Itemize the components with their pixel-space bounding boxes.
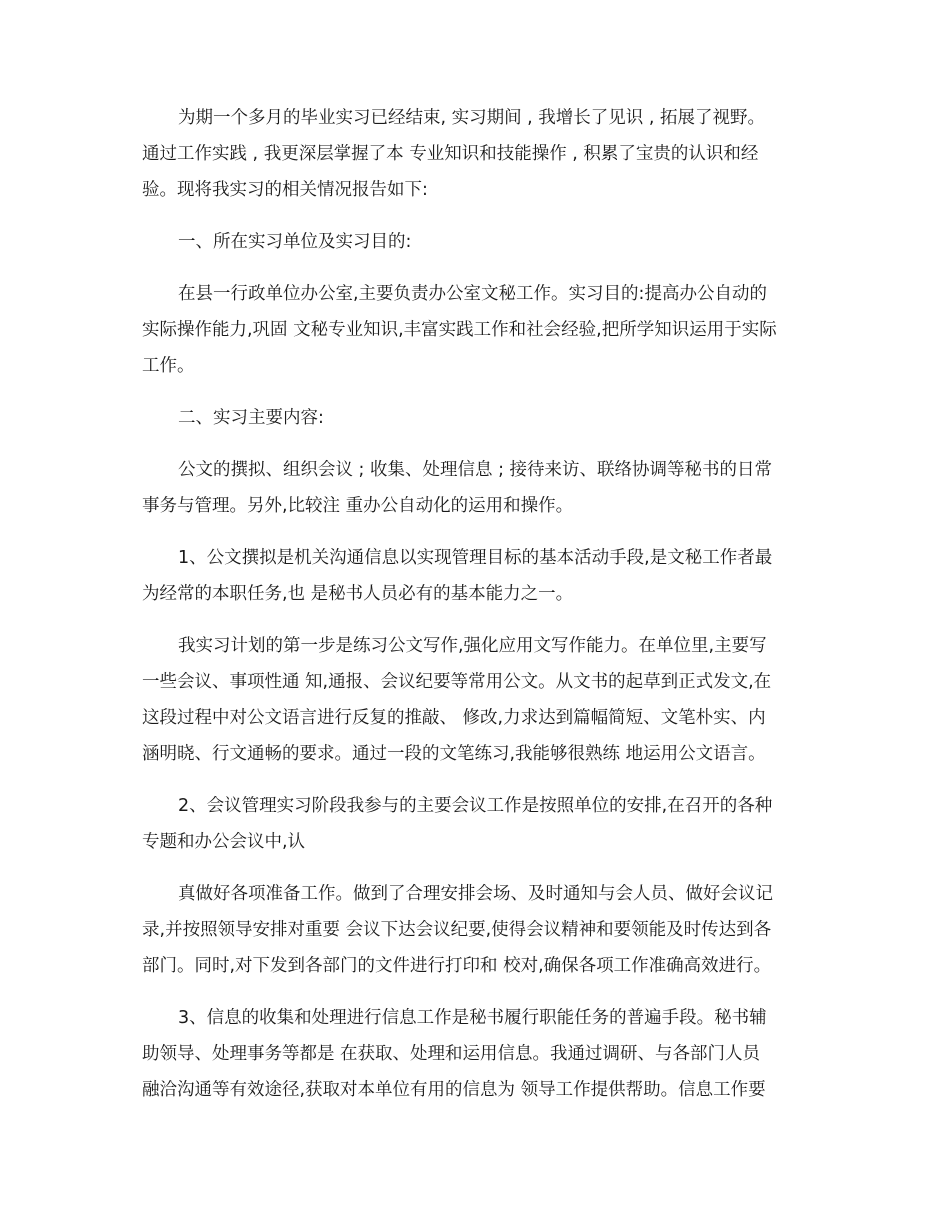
paragraph-item-3: [142, 1000, 814, 1108]
document-body: [142, 100, 814, 1124]
text-line: 录,并按照领导安排对重要 会议下达会议纪要,使得会议精神和要领能及时传达到各: [142, 920, 772, 940]
text-line: 助领导、处理事务等都是 在获取、处理和运用信息。我通过调研、与各部门人员: [142, 1044, 761, 1064]
text-line: 为经常的本职任务,也 是秘书人员必有的基本能力之一。: [142, 584, 574, 604]
paragraph-intro: [142, 100, 814, 208]
text-line: 验。现将我实习的相关情况报告如下:: [142, 180, 428, 200]
text-line: 事务与管理。另外,比较注 重办公自动化的运用和操作。: [142, 496, 574, 516]
paragraph-item-1: [142, 540, 814, 612]
paragraph-item-2: [142, 788, 814, 860]
paragraph-item-1-detail: [142, 628, 814, 772]
text-line: 融洽沟通等有效途径,获取对本单位有用的信息为 领导工作提供帮助。信息工作要: [142, 1080, 766, 1100]
text-line: 3、信息的收集和处理进行信息工作是秘书履行职能任务的普遍手段。秘书辅: [178, 1008, 767, 1028]
text-line: 工作。: [142, 356, 195, 376]
text-line: 部门。同时,对下发到各部门的文件进行打印和 校对,确保各项工作准确高效进行。: [142, 956, 772, 976]
paragraph-unit-purpose: [142, 276, 814, 384]
text-line: 专题和办公会议中,认: [142, 832, 306, 852]
text-line: 一、所在实习单位及实习目的:: [178, 232, 412, 252]
text-line: 通过工作实践 , 我更深层掌握了本 专业知识和技能操作 , 积累了宝贵的认识和经: [142, 144, 759, 164]
paragraph-item-2-detail: [142, 876, 814, 984]
text-line: 公文的撰拟、组织会议 ; 收集、处理信息 ; 接待来访、联络协调等秘书的日常: [178, 460, 773, 480]
text-line: 一些会议、事项性通 知,通报、会议纪要等常用公文。从文书的起草到正式发文,在: [142, 672, 772, 692]
text-line: 1、公文撰拟是机关沟通信息以实现管理目标的基本活动手段,是文秘工作者最: [178, 548, 773, 568]
paragraph-main-content: [142, 452, 814, 524]
text-line: 我实习计划的第一步是练习公文写作,强化应用文写作能力。在单位里,主要写: [178, 636, 767, 656]
text-line: 在县一行政单位办公室,主要负责办公室文秘工作。实习目的:提高办公自动的: [178, 284, 767, 304]
text-line: 实际操作能力,巩固 文秘专业知识,丰富实践工作和社会经验,把所学知识运用于实际: [142, 320, 777, 340]
text-line: 真做好各项准备工作。做到了合理安排会场、及时通知与会人员、做好会议记: [178, 884, 773, 904]
text-line: 为期一个多月的毕业实习已经结束, 实习期间 , 我增长了见识 , 拓展了视野。: [178, 108, 765, 128]
text-line: 2、会议管理实习阶段我参与的主要会议工作是按照单位的安排,在召开的各种: [178, 796, 773, 816]
text-line: 二、实习主要内容:: [178, 408, 324, 428]
text-line: 涵明晓、行文通畅的要求。通过一段的文笔练习,我能够很熟练 地运用公文语言。: [142, 744, 766, 764]
paragraph-heading-1: [142, 224, 814, 260]
paragraph-heading-2: [142, 400, 814, 436]
text-line: 这段过程中对公文语言进行反复的推敲、 修改,力求达到篇幅简短、文笔朴实、内: [142, 708, 766, 728]
